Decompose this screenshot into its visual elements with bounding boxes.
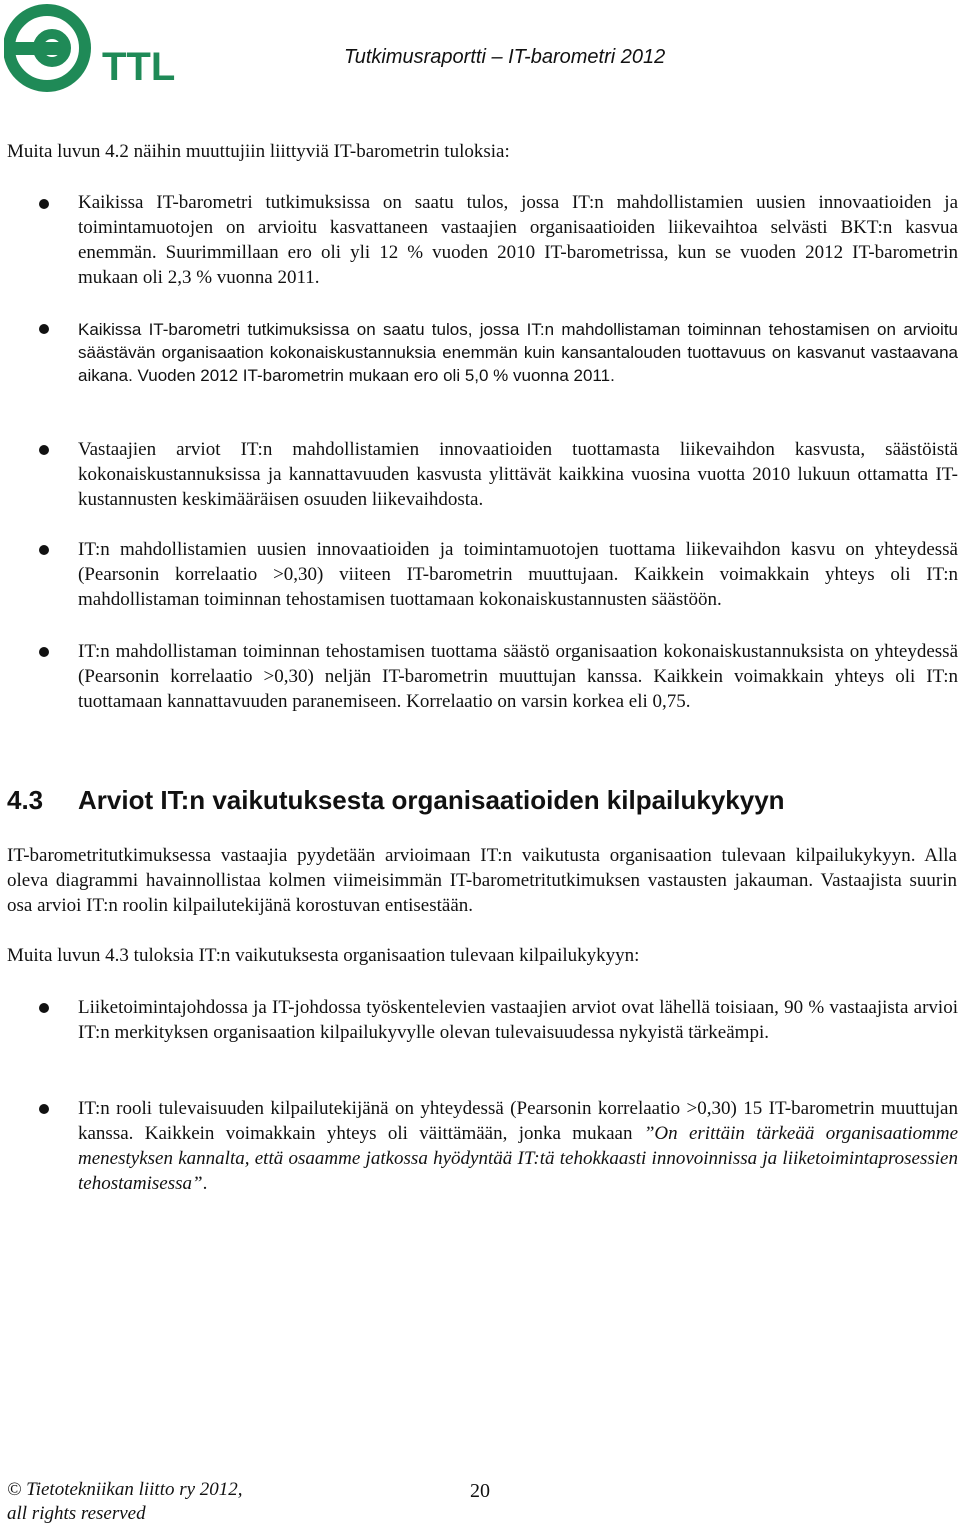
intro-43-paragraph: Muita luvun 4.3 tuloksia IT:n vaikutuksesta organisaation tulevaan kilpailukykyyn: bbox=[7, 945, 640, 966]
copyright-line: © Tietotekniikan liitto ry 2012, bbox=[7, 1479, 243, 1500]
section-paragraph: IT-barometritutkimuksessa vastaajia pyydetään arvioimaan IT:n vaikutusta organisaation tulevaan kilpailukykyyn. Alla oleva diagrammi havainnollistaa kolmen viimeisimmän IT-barometritutkimuksen vastausten jakauman. Vastaajista suurin osa arvioi IT:n roolin kilpailutekijänä korostuvan entisestään. bbox=[7, 845, 957, 916]
bullet-dot bbox=[39, 199, 49, 209]
report-title: Tutkimusraportti – IT-barometri 2012 bbox=[344, 46, 666, 68]
rights-line: all rights reserved bbox=[7, 1503, 146, 1524]
list-item-end: . bbox=[202, 1173, 208, 1194]
ttl-logo bbox=[4, 4, 204, 92]
list-item bbox=[78, 1096, 958, 1196]
section-number: 4.3 bbox=[7, 785, 44, 815]
page-number: 20 bbox=[470, 1480, 490, 1502]
list-item: Kaikissa IT-barometri tutkimuksissa on saatu tulos, jossa IT:n mahdollistaman toiminnan tehostamisen on arvioitu säästävän organisaation kokonaiskustannuksia enemmän kuin kansantalouden tuottavuus on kasvanut vastaavana aikana. Vuoden 2012 IT-barometrin mukaan ero oli 5,0 % vuonna 2011. bbox=[78, 320, 958, 385]
bullet-dot bbox=[39, 1104, 49, 1114]
bullet-dot bbox=[39, 324, 49, 334]
footer-copyright bbox=[7, 1478, 243, 1526]
bullet-dot bbox=[39, 545, 49, 555]
intro-paragraph: Muita luvun 4.2 näihin muuttujiin liittyviä IT-barometrin tuloksia: bbox=[7, 141, 510, 162]
list-item-text: IT:n rooli tulevaisuuden kilpailutekijänä on yhteydessä (Pearsonin korrelaatio >0,30) 15 IT-barometrin muuttujan kanssa. Kaikkein voimakkain yhteys oli väittämään, jonka mukaan bbox=[78, 1098, 958, 1144]
list-item: Liiketoimintajohdossa ja IT-johdossa työskentelevien vastaajien arviot ovat lähellä toisiaan, 90 % vastaajista arvioi IT:n merkityksen organisaation kilpailukyvylle olevan tulevaisuudessa nykyistä tärkeämpi. bbox=[78, 997, 958, 1043]
bullet-dot bbox=[39, 647, 49, 657]
list-item: Kaikissa IT-barometri tutkimuksissa on saatu tulos, jossa IT:n mahdollistamien uusien innovaatioiden ja toimintamuotojen on arvioitu kasvattaneen vastaajien organisaatioiden liikevaihtoa selvästi BKT:n kasvua enemmän. Suurimmillaan ero oli yli 12 % vuoden 2010 IT-barometrissa, kun se vuoden 2012 IT-barometrin mukaan oli 2,3 % vuonna 2011. bbox=[78, 192, 958, 288]
list-item: Vastaajien arviot IT:n mahdollistamien innovaatioiden tuottamasta liikevaihdon kasvusta, säästöistä kokonaiskustannuksissa ja kannattavuuden kasvusta ylittävät kaikkina vuosina vuotta 2010 lukuun ottamatta IT-kustannusten keskimääräisen osuuden liikevaihdosta. bbox=[78, 439, 958, 510]
section-heading bbox=[7, 784, 785, 816]
list-item-quote: ”On erittäin tärkeää organisaatiomme menestyksen kannalta, että osaamme jatkossa hyödyntää IT:tä tehokkaasti innovoinnissa ja liiketoimintaprosessien tehostamisessa” bbox=[78, 1123, 958, 1194]
logo-text: TTL bbox=[102, 45, 176, 89]
list-item: IT:n mahdollistaman toiminnan tehostamisen tuottama säästö organisaation kokonaiskustannuksista on yhteydessä (Pearsonin korrelaatio >0,30) neljän IT-barometrin muuttujan kanssa. Kaikkein voimakkain yhteys oli IT:n tuottamaan kannattavuuden paranemiseen. Korrelaatio on varsin korkea eli 0,75. bbox=[78, 641, 958, 712]
bullet-dot bbox=[39, 445, 49, 455]
ttl-logo-mark bbox=[4, 4, 204, 92]
list-item: IT:n mahdollistamien uusien innovaatioiden ja toimintamuotojen tuottama liikevaihdon kasvu on yhteydessä (Pearsonin korrelaatio >0,30) viiteen IT-barometrin muuttujaan. Kaikkein voimakkain yhteys oli IT:n mahdollistaman toiminnan tehostamisen tuottamaan kokonaiskustannusten säästöön. bbox=[78, 539, 958, 610]
section-title: Arviot IT:n vaikutuksesta organisaatioiden kilpailukykyyn bbox=[78, 785, 785, 815]
bullet-dot bbox=[39, 1003, 49, 1013]
